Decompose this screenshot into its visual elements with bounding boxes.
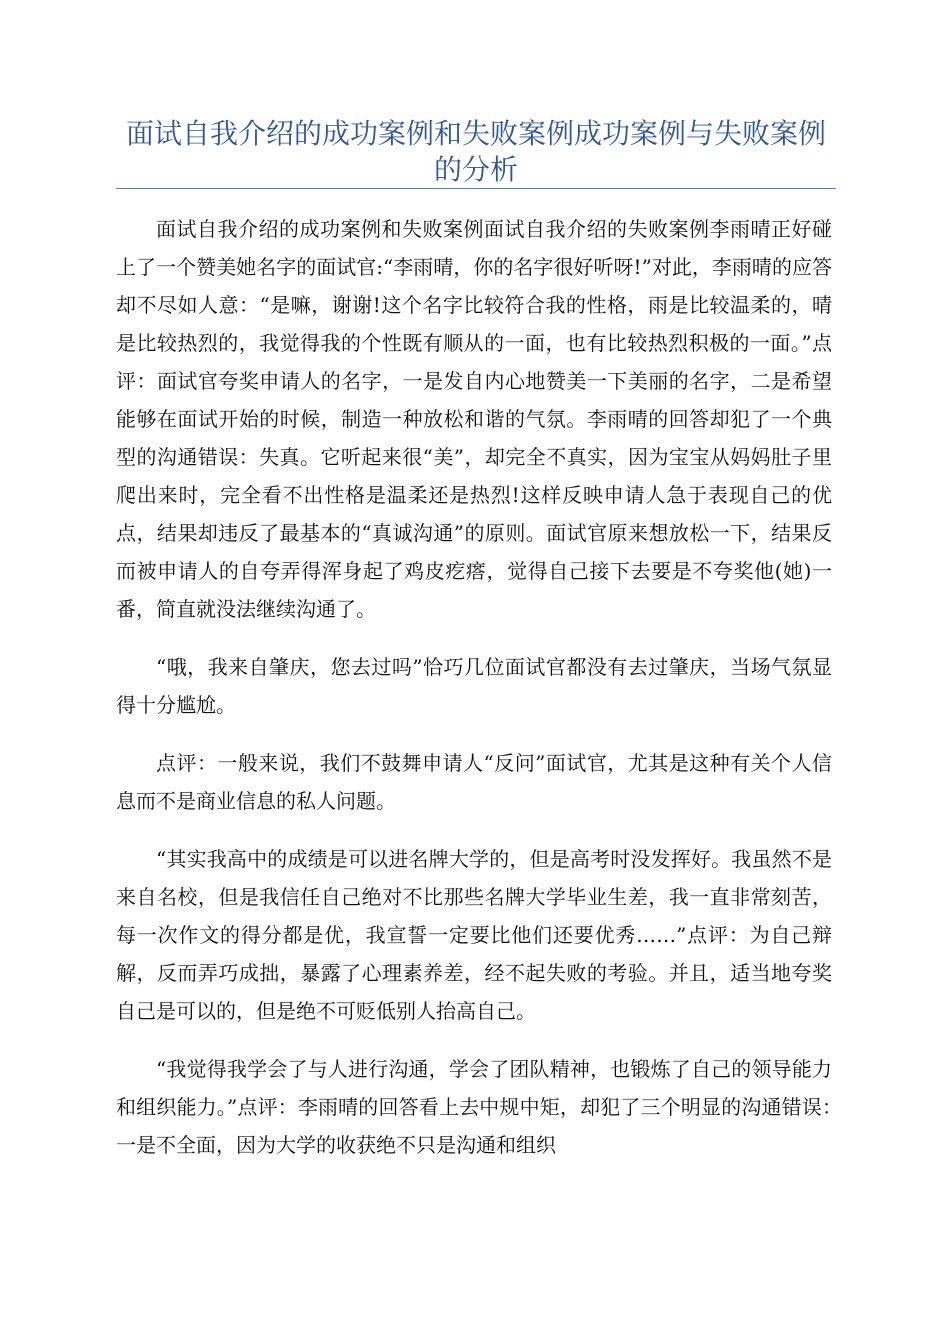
paragraph-4: “其实我高中的成绩是可以进名牌大学的，但是高考时没发挥好。我虽然不是来自名校，但是我信任自己绝对不比那些名牌大学毕业生差，我一直非常刻苦，每一次作文的得分都是优，我宣誓一定要比他们还要优秀……”点评：为自己辩解，反而弄巧成拙，暴露了心理素养差，经不起失败的考验。并且，适当地夸奖自己是可以的，但是绝不可贬低别人抬高自己。 xyxy=(116,847,832,1023)
paragraph-1: 面试自我介绍的成功案例和失败案例面试自我介绍的失败案例李雨晴正好碰上了一个赞美她名字的面试官:“李雨晴，你的名字很好听呀!”对此，李雨晴的应答却不尽如人意：“是嘛，谢谢!这个名字比较符合我的性格，雨是比较温柔的，晴是比较热烈的，我觉得我的个性既有顺从的一面，也有比较热烈积极的一面。”点评：面试官夸奖申请人的名字，一是发自内心地赞美一下美丽的名字，二是希望能够在面试开始的时候，制造一种放松和谐的气氛。李雨晴的回答却犯了一个典型的沟通错误：失真。它听起来很“美”，却完全不真实，因为宝宝从妈妈肚子里爬出来时，完全看不出性格是温柔还是热烈!这样反映申请人急于表现自己的优点，结果却违反了最基本的“真诚沟通”的原则。面试官原来想放松一下，结果反而被申请人的自夸弄得浑身起了鸡皮疙瘩，觉得自己接下去要是不夸奖他(她)一番，简直就没法继续沟通了。 xyxy=(116,217,832,621)
document-body xyxy=(116,210,852,1184)
paragraph-5: “我觉得我学会了与人进行沟通，学会了团队精神，也锻炼了自己的领导能力和组织能力。”点评：李雨晴的回答看上去中规中矩，却犯了三个明显的沟通错误： 一是不全面，因为大学的收获绝不只是沟通和组织 xyxy=(116,1057,852,1157)
paragraph-2: “哦，我来自肇庆，您去过吗”恰巧几位面试官都没有去过肇庆，当场气氛显得十分尴尬。 xyxy=(116,655,832,717)
paragraph-3: 点评：一般来说，我们不鼓舞申请人“反问”面试官，尤其是这种有关个人信息而不是商业信息的私人问题。 xyxy=(116,751,832,813)
document-title: 面试自我介绍的成功案例和失败案例成功案例与失败案例的分析 xyxy=(125,117,826,186)
title-underline xyxy=(116,188,836,189)
